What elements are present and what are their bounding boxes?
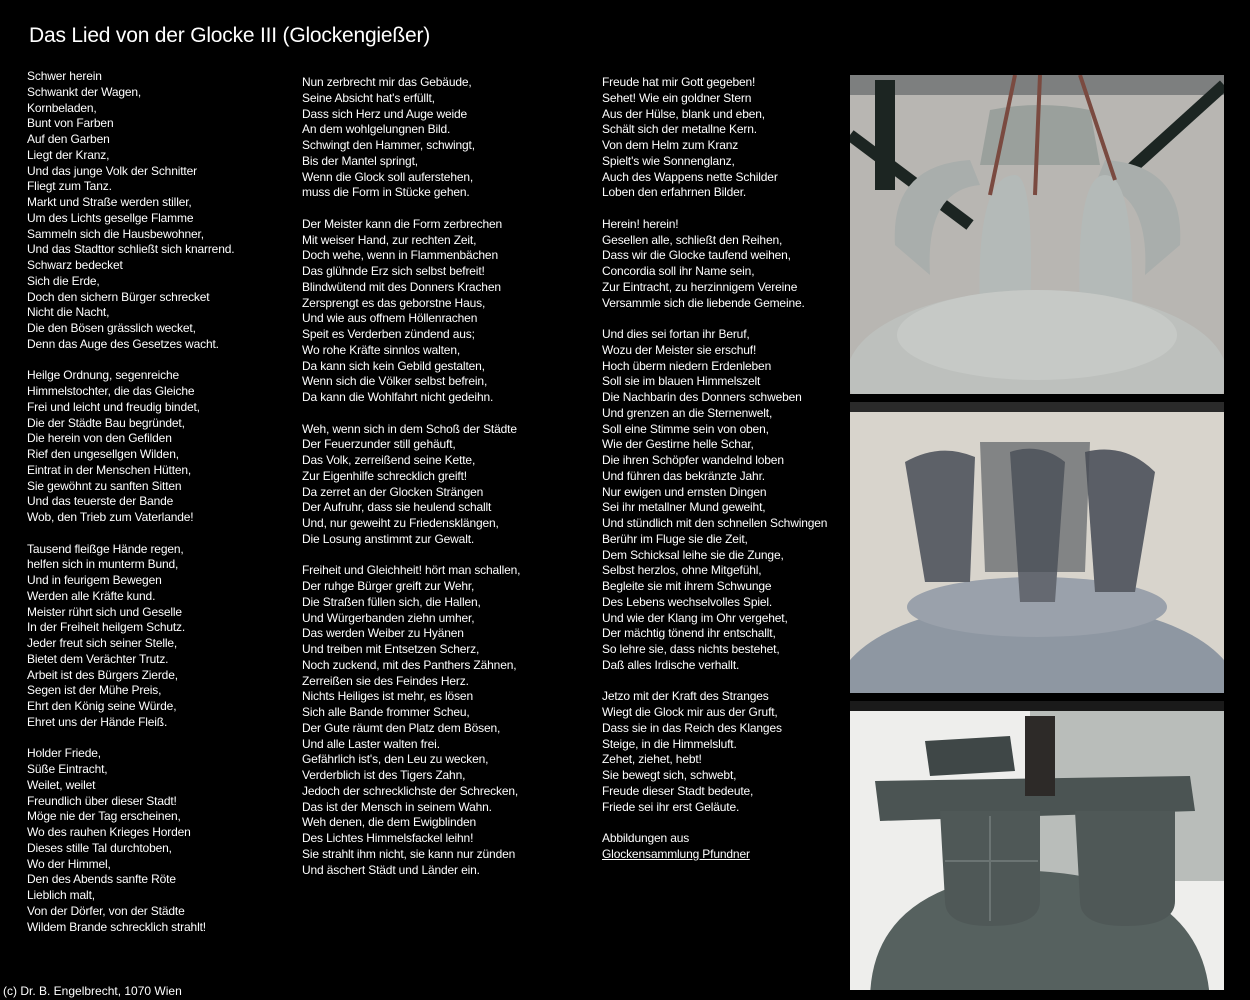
poem-line: Daß alles Irdische verhallt. xyxy=(602,657,740,672)
poem-line: Wo der Himmel, xyxy=(27,856,111,871)
poem-line: Spielt's wie Sonnenglanz, xyxy=(602,153,735,168)
poem-line: Um des Lichts gesellge Flamme xyxy=(27,210,194,225)
poem-line: Das werden Weiber zu Hyänen xyxy=(302,626,464,641)
poem-line: Und das teuerste der Bande xyxy=(27,494,174,509)
poem-line: Nicht die Nacht, xyxy=(27,305,110,320)
bell-crown-heads-photo xyxy=(850,402,1224,693)
poem-line: Zerreißen sie des Feindes Herz. xyxy=(302,673,469,688)
poem-line: Wenn die Glock soll auferstehen, xyxy=(302,169,474,184)
poem-line: Wie der Gestirne helle Schar, xyxy=(602,437,754,452)
poem-line: Noch zuckend, mit des Panthers Zähnen, xyxy=(302,657,517,672)
poem-line: Freundlich über dieser Stadt! xyxy=(27,793,177,808)
poem-line: Doch den sichern Bürger schrecket xyxy=(27,289,210,304)
poem-line: Sei ihr metallner Mund geweiht, xyxy=(602,500,766,515)
poem-line: Frei und leicht und freudig bindet, xyxy=(27,399,200,414)
poem-line: Markt und Straße werden stiller, xyxy=(27,195,192,209)
poem-line: Nur ewigen und ernsten Dingen xyxy=(602,484,767,499)
poem-line: Sie gewöhnt zu sanften Sitten xyxy=(27,478,182,493)
poem-line: Weilet, weilet xyxy=(27,777,96,792)
poem-line: Da zerret an der Glocken Strängen xyxy=(302,484,484,499)
poem-line: Und führen das bekränzte Jahr. xyxy=(602,468,765,483)
poem-line: Da kann sich kein Gebild gestalten, xyxy=(302,358,485,373)
poem-line: Die ihren Schöpfer wandelnd loben xyxy=(602,453,784,467)
glockensammlung-pfundner-link[interactable]: Glockensammlung Pfundner xyxy=(602,846,750,861)
poem-line: helfen sich in munterm Bund, xyxy=(27,557,179,572)
poem-line: Der Feuerzunder still gehäuft, xyxy=(302,437,456,452)
stanza xyxy=(302,217,520,406)
poem-line: Und in feurigem Bewegen xyxy=(27,573,162,587)
poem-line: Meister rührt sich und Geselle xyxy=(27,604,182,619)
poem-line: Herein! herein! xyxy=(602,216,679,231)
poem-line: Soll eine Stimme sein von oben, xyxy=(602,421,769,436)
poem-line: Wo rohe Kräfte sinnlos walten, xyxy=(302,342,461,357)
stanza xyxy=(27,368,234,526)
poem-line: Kornbeladen, xyxy=(27,100,97,115)
poem-line: Rief den ungesellgen Wilden, xyxy=(27,447,179,461)
poem-line: Segen ist der Mühe Preis, xyxy=(27,683,162,698)
poem-line: Lieblich malt, xyxy=(27,888,95,902)
poem-line: Aus der Hülse, blank und eben, xyxy=(602,106,765,121)
poem-line: Auch des Wappens nette Schilder xyxy=(602,169,778,184)
poem-line: Jetzo mit der Kraft des Stranges xyxy=(602,689,769,704)
poem-line: Von der Dörfer, von der Städte xyxy=(27,903,185,918)
poem-line: Schwer herein xyxy=(27,69,102,83)
poem-line: Wob, den Trieb zum Vaterlande! xyxy=(27,510,194,524)
poem-line: Und stündlich mit den schnellen Schwingen xyxy=(602,516,828,530)
poem-line: Und wie der Klang im Ohr vergehet, xyxy=(602,610,788,625)
poem-column-1 xyxy=(27,69,234,951)
poem-line: Und dies sei fortan ihr Beruf, xyxy=(602,327,750,341)
poem-column-3 xyxy=(602,75,827,878)
poem-line: Heilge Ordnung, segenreiche xyxy=(27,368,180,383)
poem-line: Begleite sie mit ihrem Schwunge xyxy=(602,579,772,593)
poem-line: Weh, wenn sich in dem Schoß der Städte xyxy=(302,421,517,436)
poem-line: Weh denen, die dem Ewigblinden xyxy=(302,815,477,830)
poem-line: Berühr im Fluge sie die Zeit, xyxy=(602,531,748,546)
stanza xyxy=(27,69,234,353)
poem-line: Möge nie der Tag erscheinen, xyxy=(27,809,181,824)
poem-line: Und alle Laster walten frei. xyxy=(302,736,440,751)
poem-line: Der Aufruhr, dass sie heulend schallt xyxy=(302,500,492,515)
poem-line: Die den Bösen grässlich wecket, xyxy=(27,321,196,335)
poem-line: Das ist der Mensch in seinem Wahn. xyxy=(302,799,492,814)
poem-line: Das Volk, zerreißend seine Kette, xyxy=(302,453,476,467)
poem-line: Sich die Erde, xyxy=(27,273,100,288)
poem-line: Schält sich der metallne Kern. xyxy=(602,122,757,137)
poem-line: Den des Abends sanfte Röte xyxy=(27,872,176,887)
poem-line: Verderblich ist des Tigers Zahn, xyxy=(302,768,466,782)
poem-line: Und das Stadttor schließt sich knarrend. xyxy=(27,242,235,257)
poem-line: Soll sie im blauen Himmelszelt xyxy=(602,374,761,389)
stanza xyxy=(602,217,827,312)
poem-line: Die der Städte Bau begründet, xyxy=(27,415,185,430)
poem-line: Der Meister kann die Form zerbrechen xyxy=(302,216,503,231)
poem-line: Wiegt die Glock mir aus der Gruft, xyxy=(602,705,778,719)
poem-line: Seine Absicht hat's erfüllt, xyxy=(302,90,435,105)
poem-line: Und wie aus offnem Höllenrachen xyxy=(302,311,478,326)
stanza xyxy=(27,746,234,935)
poem-line: Liegt der Kranz, xyxy=(27,147,110,162)
poem-line: Bunt von Farben xyxy=(27,116,114,131)
poem-line: Nun zerbrecht mir das Gebäude, xyxy=(302,75,472,89)
poem-line: Schwankt der Wagen, xyxy=(27,84,142,99)
poem-line: Wozu der Meister sie erschuf! xyxy=(602,342,757,357)
poem-line: muss die Form in Stücke gehen. xyxy=(302,185,470,200)
poem-line: Arbeit ist des Bürgers Zierde, xyxy=(27,667,178,682)
poem-line: Zur Eigenhilfe schrecklich greift! xyxy=(302,468,467,483)
poem-line: Zur Eintracht, zu herzinnigem Vereine xyxy=(602,279,798,294)
poem-line: Und äschert Städt und Länder ein. xyxy=(302,862,480,877)
poem-line: Und treiben mit Entsetzen Scherz, xyxy=(302,642,480,656)
poem-line: Dass wir die Glocke taufend weihen, xyxy=(602,248,791,263)
poem-line: Und das junge Volk der Schnitter xyxy=(27,163,197,178)
poem-line: Werden alle Kräfte kund. xyxy=(27,588,156,603)
poem-line: Concordia soll ihr Name sein, xyxy=(602,264,755,278)
poem-line: Hoch überm niedern Erdenleben xyxy=(602,358,772,373)
stanza xyxy=(602,75,827,201)
poem-line: Bietet dem Verächter Trutz. xyxy=(27,651,169,666)
poem-line: Ehret uns der Hände Fleiß. xyxy=(27,714,168,729)
poem-line: Holder Friede, xyxy=(27,746,101,761)
poem-line: Zersprengt es das geborstne Haus, xyxy=(302,295,486,310)
poem-line: Selbst herzlos, ohne Mitgefühl, xyxy=(602,563,762,578)
stanza xyxy=(302,563,520,878)
page-title: Das Lied von der Glocke III (Glockengießer) xyxy=(29,24,431,47)
poem-line: Tausend fleißge Hände regen, xyxy=(27,541,184,556)
poem-line: Sie strahlt ihm nicht, sie kann nur zünden xyxy=(302,846,516,861)
poem-line: Dass sie in das Reich des Klanges xyxy=(602,720,782,735)
poem-line: Denn das Auge des Gesetzes wacht. xyxy=(27,336,219,351)
poem-line: Auf den Garben xyxy=(27,132,110,146)
poem-line: Schwarz bedecket xyxy=(27,258,123,272)
poem-line: Bis der Mantel springt, xyxy=(302,153,418,168)
bell-crown-loops-photo xyxy=(850,75,1224,394)
stanza xyxy=(302,422,520,548)
stanza xyxy=(302,75,520,201)
poem-line: Wenn sich die Völker selbst befrein, xyxy=(302,374,488,389)
poem-line: Dem Schicksal leihe sie die Zunge, xyxy=(602,547,784,562)
poem-line: Steige, in die Himmelsluft. xyxy=(602,736,737,751)
copyright-footer: (c) Dr. B. Engelbrecht, 1070 Wien xyxy=(3,984,182,998)
poem-line: Des Lichtes Himmelsfackel leihn! xyxy=(302,831,474,845)
poem-line: Fliegt zum Tanz. xyxy=(27,179,112,194)
poem-line: Jedoch der schrecklichste der Schrecken, xyxy=(302,783,519,798)
poem-line: Sammeln sich die Hausbewohner, xyxy=(27,226,204,241)
poem-line: Der Gute räumt den Platz dem Bösen, xyxy=(302,720,501,735)
poem-line: Und grenzen an die Sternenwelt, xyxy=(602,405,773,420)
poem-line: Sie bewegt sich, schwebt, xyxy=(602,768,737,782)
poem-line: Da kann die Wohlfahrt nicht gedeihn. xyxy=(302,390,494,404)
poem-line: Gesellen alle, schließt den Reihen, xyxy=(602,232,783,247)
poem-line: Jeder freut sich seiner Stelle, xyxy=(27,636,178,650)
poem-line: Die Nachbarin des Donners schweben xyxy=(602,390,802,404)
poem-line: Der ruhge Bürger greift zur Wehr, xyxy=(302,579,475,593)
poem-line: Mit weiser Hand, zur rechten Zeit, xyxy=(302,232,477,247)
stanza xyxy=(602,327,827,674)
poem-line: Himmelstochter, die das Gleiche xyxy=(27,384,195,398)
poem-line: An dem wohlgelungnen Bild. xyxy=(302,122,451,137)
poem-line: Nichts Heiliges ist mehr, es lösen xyxy=(302,689,473,704)
poem-line: Des Lebens wechselvolles Spiel. xyxy=(602,594,773,609)
poem-line: Dass sich Herz und Auge weide xyxy=(302,106,468,121)
poem-line: Doch wehe, wenn in Flammenbächen xyxy=(302,248,498,263)
poem-line: So lehre sie, dass nichts bestehet, xyxy=(602,642,780,656)
poem-line: Das glühnde Erz sich selbst befreit! xyxy=(302,264,485,278)
poem-line: Dieses stille Tal durchtoben, xyxy=(27,840,172,855)
poem-line: Loben den erfahrnen Bilder. xyxy=(602,185,747,200)
poem-line: Süße Eintracht, xyxy=(27,762,108,776)
poem-line: Und Würgerbanden ziehn umher, xyxy=(302,610,475,625)
poem-line: Ehrt den König seine Würde, xyxy=(27,699,177,713)
poem-line: Wildem Brande schrecklich strahlt! xyxy=(27,919,206,934)
image-credit xyxy=(602,831,827,863)
poem-line: Die Straßen füllen sich, die Hallen, xyxy=(302,594,481,609)
poem-line: Zehet, ziehet, hebt! xyxy=(602,752,702,767)
poem-line: Der mächtig tönend ihr entschallt, xyxy=(602,626,776,641)
poem-line: Schwingt den Hammer, schwingt, xyxy=(302,138,475,152)
poem-line: Freude dieser Stadt bedeute, xyxy=(602,783,754,798)
poem-line: Versammle sich die liebende Gemeine. xyxy=(602,295,805,310)
poem-line: Von dem Helm zum Kranz xyxy=(602,138,739,152)
poem-column-2 xyxy=(302,75,520,894)
poem-line: Die herein von den Gefilden xyxy=(27,431,172,446)
poem-line: Sich alle Bande frommer Scheu, xyxy=(302,705,470,719)
poem-line: In der Freiheit heilgem Schutz. xyxy=(27,620,186,635)
poem-line: Freude hat mir Gott gegeben! xyxy=(602,75,756,89)
stanza xyxy=(27,542,234,731)
stanza xyxy=(602,689,827,815)
bell-yoke-shields-photo xyxy=(850,701,1224,990)
poem-line: Die Losung anstimmt zur Gewalt. xyxy=(302,531,475,546)
poem-line: Eintrat in der Menschen Hütten, xyxy=(27,462,192,477)
poem-line: Sehet! Wie ein goldner Stern xyxy=(602,90,752,105)
poem-line: Wo des rauhen Krieges Horden xyxy=(27,825,191,839)
poem-line: Gefährlich ist's, den Leu zu wecken, xyxy=(302,752,489,767)
poem-line: Und, nur geweiht zu Friedensklängen, xyxy=(302,516,499,530)
credit-label: Abbildungen aus xyxy=(602,831,690,845)
poem-line: Speit es Verderben zündend aus; xyxy=(302,327,475,341)
poem-line: Friede sei ihr erst Geläute. xyxy=(602,799,740,814)
poem-line: Freiheit und Gleichheit! hört man schallen, xyxy=(302,563,521,578)
poem-line: Blindwütend mit des Donners Krachen xyxy=(302,279,501,294)
